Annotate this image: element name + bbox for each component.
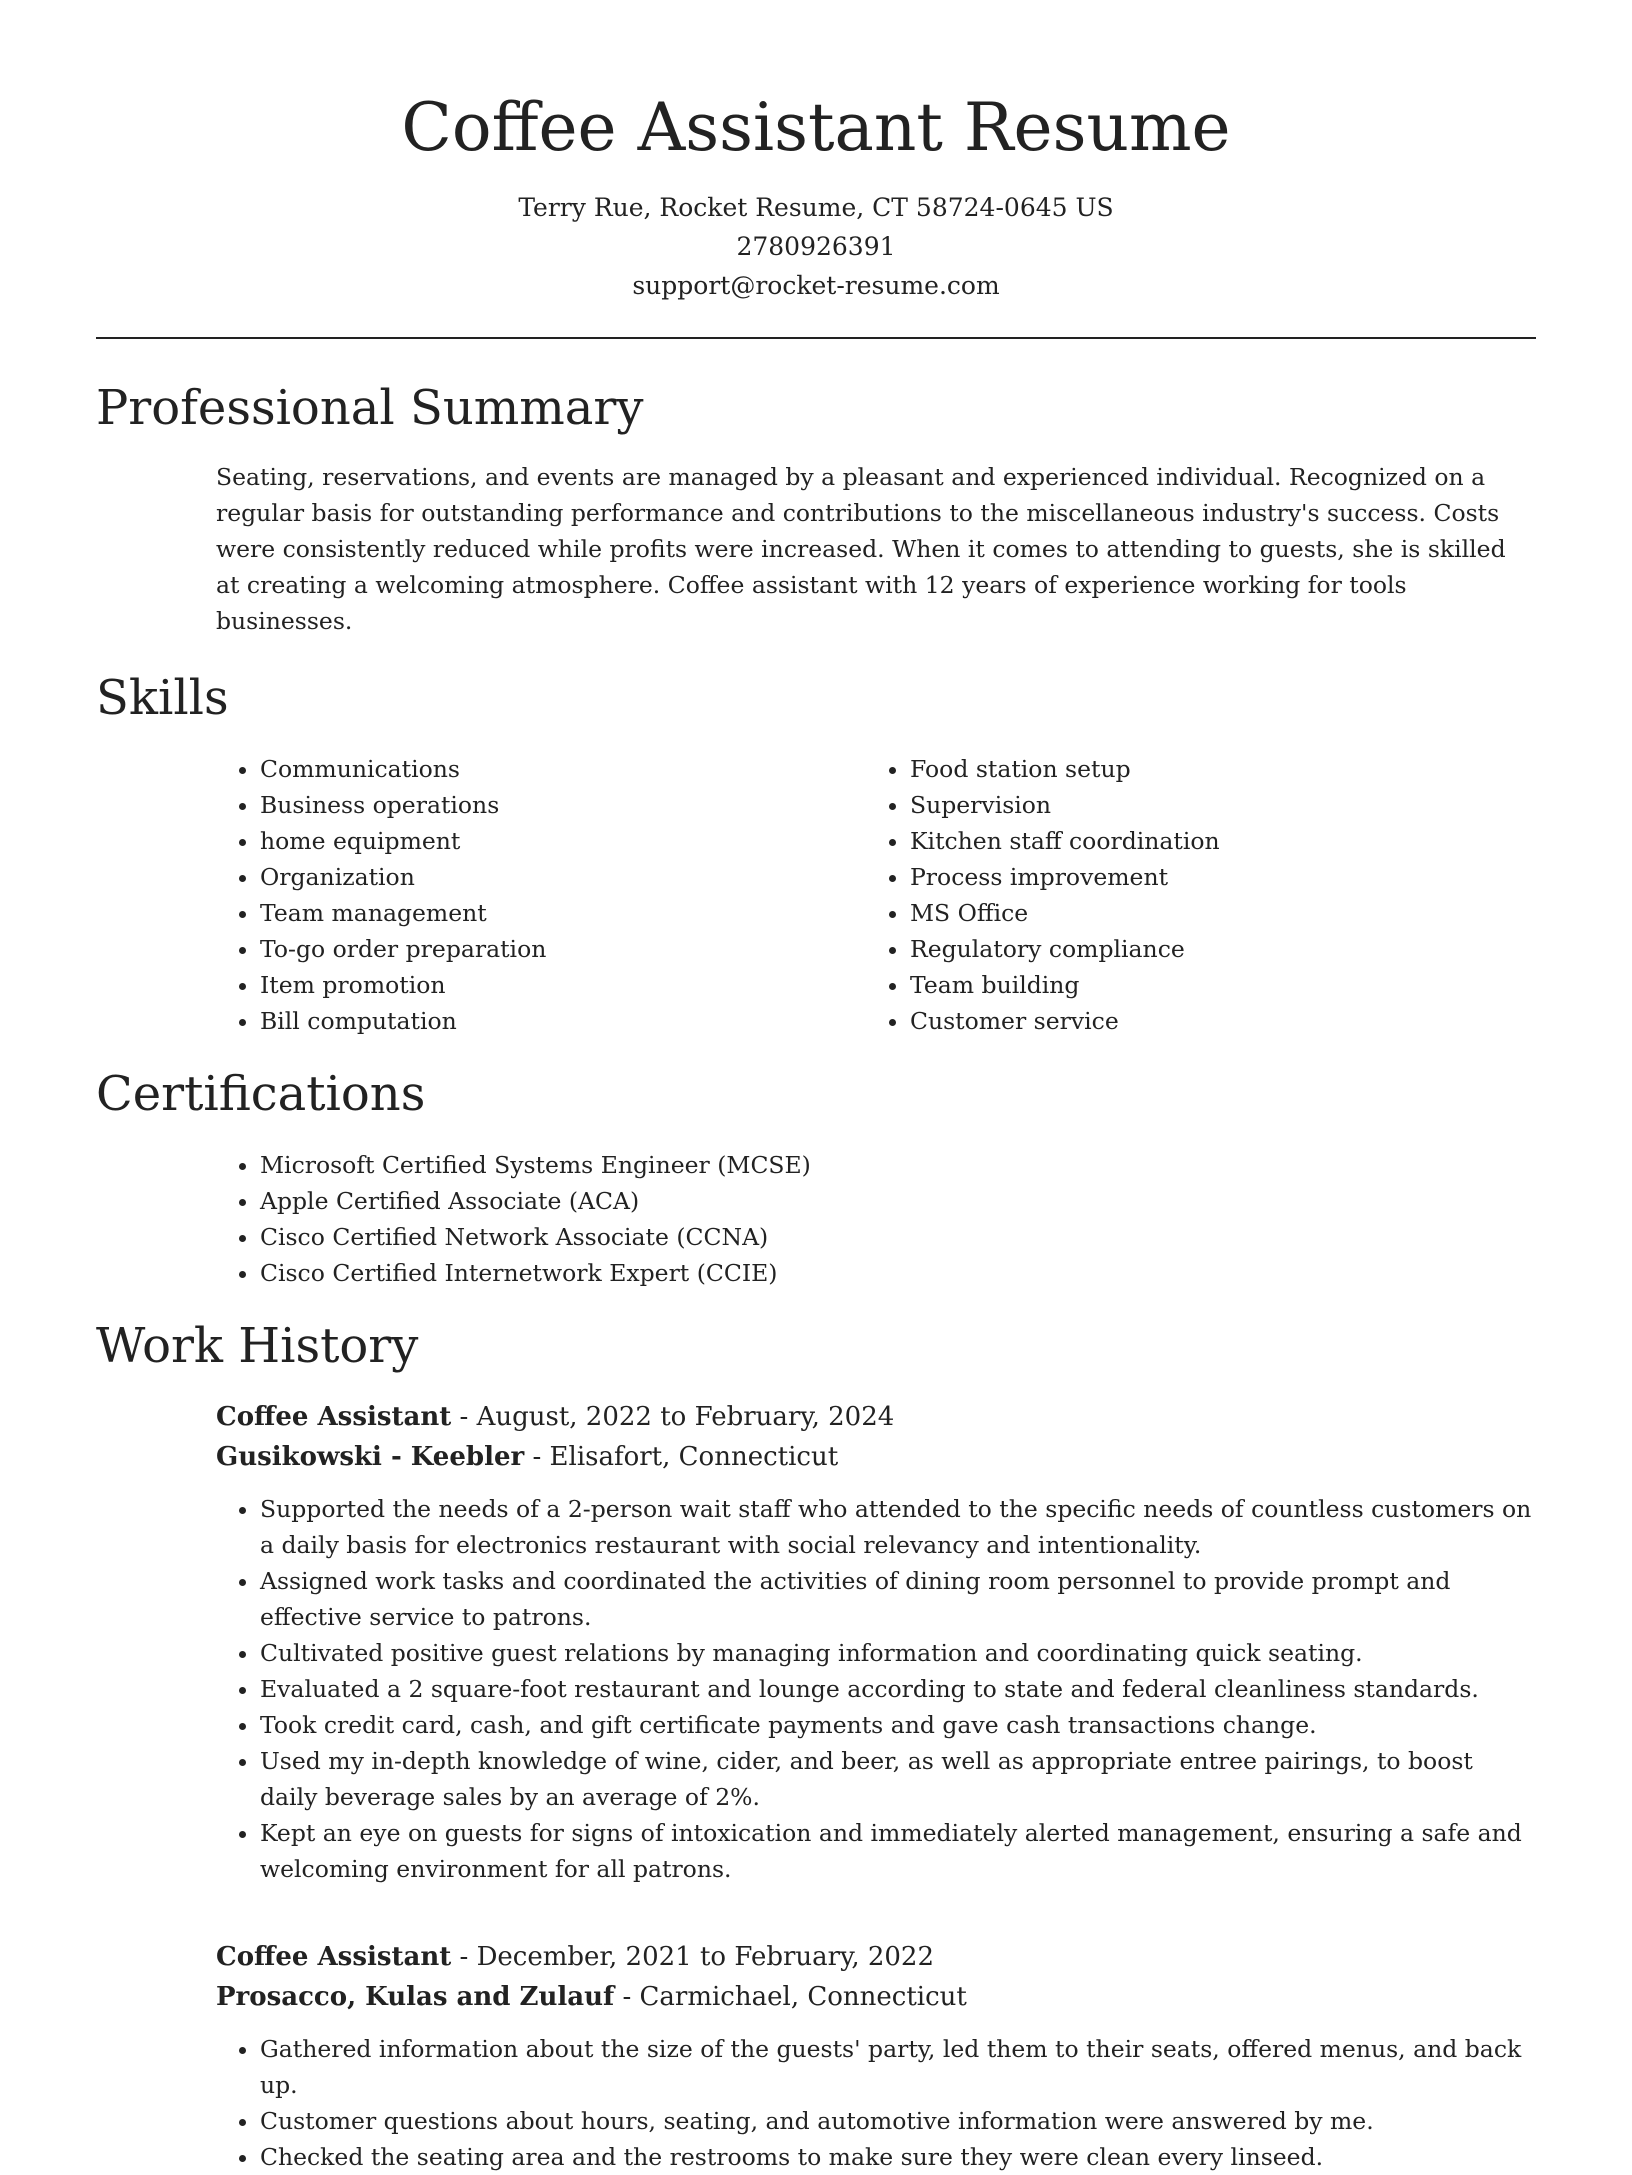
list-item: • Supported the needs of a 2-person wait staff who attended to the specific needs of countless customers on a daily basis for electronics restaurant with social relevancy and intentionality. <box>260 1491 1536 1563</box>
list-item: • Regulatory compliance <box>910 931 1516 967</box>
list-item: • Took credit card, cash, and gift certificate payments and gave cash transactions change. <box>260 1707 1536 1743</box>
job-dates: - August, 2022 to February, 2024 <box>451 1402 895 1432</box>
list-item: • Apple Certified Associate (ACA) <box>260 1183 1536 1219</box>
certifications-list <box>216 1147 1536 1291</box>
certifications-heading: Certifications <box>96 1066 426 1122</box>
job-company-line <box>216 1437 1536 1477</box>
list-item: • Customer questions about hours, seating, and automotive information were answered by me. <box>260 2103 1536 2139</box>
summary-text: Seating, reservations, and events are managed by a pleasant and experienced individual. Recognized on a regular basis for outstanding performance and contributions to the miscellaneous industry's success. Costs were consistently reduced while profits were increased. When it comes to attending to guests, she is skilled at creating a welcoming atmosphere. Coffee assistant with 12 years of experience working for tools businesses. <box>216 463 1506 635</box>
list-item: • Bill computation <box>260 1003 866 1039</box>
list-item: • Business operations <box>260 787 866 823</box>
header-divider <box>96 337 1536 339</box>
skills-list-right <box>866 751 1516 1039</box>
job-location: - Carmichael, Connecticut <box>614 1982 967 2012</box>
list-item: • Process improvement <box>910 859 1516 895</box>
work-history-section <box>96 1313 1536 2175</box>
job-company: Prosacco, Kulas and Zulauf <box>216 1982 615 2012</box>
list-item: • Checked the seating area and the restrooms to make sure they were clean every linseed. <box>260 2139 1536 2175</box>
list-item: • Communications <box>260 751 866 787</box>
list-item: • Customer service <box>910 1003 1516 1039</box>
job-entry <box>216 1937 1536 2175</box>
contact-phone: 2780926391 <box>736 232 896 261</box>
list-item: • Supervision <box>910 787 1516 823</box>
list-item: • Organization <box>260 859 866 895</box>
job-company-line <box>216 1977 1536 2017</box>
list-item: • Microsoft Certified Systems Engineer (MCSE) <box>260 1147 1536 1183</box>
list-item: • Kept an eye on guests for signs of intoxication and immediately alerted management, ensuring a safe and welcoming environment for all patrons. <box>260 1815 1536 1887</box>
list-item: • MS Office <box>910 895 1516 931</box>
job-dates: - December, 2021 to February, 2022 <box>451 1942 935 1972</box>
resume-page <box>96 0 1536 2175</box>
job-title: Coffee Assistant <box>216 1402 452 1432</box>
contact-email: support@rocket-resume.com <box>632 271 1000 300</box>
skills-heading: Skills <box>96 670 229 726</box>
list-item: • To-go order preparation <box>260 931 866 967</box>
skills-columns <box>216 751 1536 1039</box>
certifications-section <box>96 1061 1536 1291</box>
job-title-line <box>216 1397 1536 1437</box>
list-item: • Food station setup <box>910 751 1516 787</box>
list-item: • Team management <box>260 895 866 931</box>
contact-info <box>96 188 1536 305</box>
job-title-line <box>216 1937 1536 1977</box>
skills-column-left <box>216 751 866 1039</box>
list-item: • Evaluated a 2 square-foot restaurant and lounge according to state and federal cleanliness standards. <box>260 1671 1536 1707</box>
list-item: • Cultivated positive guest relations by managing information and coordinating quick seating. <box>260 1635 1536 1671</box>
job-duties-list <box>216 2031 1536 2175</box>
skills-column-right <box>866 751 1516 1039</box>
list-item: • home equipment <box>260 823 866 859</box>
contact-address: Terry Rue, Rocket Resume, CT 58724-0645 US <box>518 193 1114 222</box>
job-title: Coffee Assistant <box>216 1942 452 1972</box>
summary-section <box>96 375 1536 639</box>
job-company: Gusikowski - Keebler <box>216 1442 525 1472</box>
list-item: • Gathered information about the size of the guests' party, led them to their seats, offered menus, and back up. <box>260 2031 1536 2103</box>
skills-list-left <box>216 751 866 1039</box>
work-history-heading: Work History <box>96 1318 419 1374</box>
certifications-block <box>216 1147 1536 1291</box>
job-location: - Elisafort, Connecticut <box>524 1442 839 1472</box>
list-item: • Team building <box>910 967 1516 1003</box>
job-duties-list <box>216 1491 1536 1887</box>
list-item: • Cisco Certified Network Associate (CCNA) <box>260 1219 1536 1255</box>
list-item: • Cisco Certified Internetwork Expert (CCIE) <box>260 1255 1536 1291</box>
list-item: • Used my in-depth knowledge of wine, cider, and beer, as well as appropriate entree pairings, to boost daily beverage sales by an average of 2%. <box>260 1743 1536 1815</box>
skills-section <box>96 665 1536 1039</box>
summary-heading: Professional Summary <box>96 380 644 436</box>
list-item: • Assigned work tasks and coordinated the activities of dining room personnel to provide prompt and effective service to patrons. <box>260 1563 1536 1635</box>
job-entry <box>216 1397 1536 1887</box>
list-item: • Item promotion <box>260 967 866 1003</box>
list-item: • Kitchen staff coordination <box>910 823 1516 859</box>
resume-title: Coffee Assistant Resume <box>401 89 1231 166</box>
